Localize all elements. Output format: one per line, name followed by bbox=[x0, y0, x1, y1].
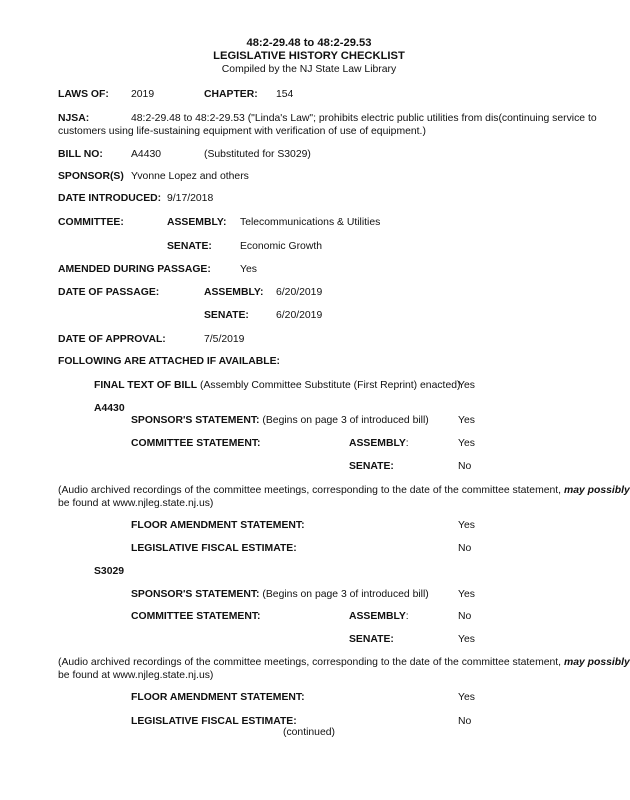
s3029-committee-label: COMMITTEE STATEMENT: bbox=[131, 611, 261, 622]
date-introduced-label: DATE INTRODUCED: bbox=[58, 193, 162, 204]
passage-senate-value: 6/20/2019 bbox=[276, 310, 323, 321]
continued-note: (continued) bbox=[283, 727, 335, 738]
a4430-audio-line-2: be found at www.njleg.state.nj.us) bbox=[58, 498, 214, 509]
a4430-assembly-colon: : bbox=[405, 438, 409, 449]
following-heading: FOLLOWING ARE ATTACHED IF AVAILABLE: bbox=[58, 356, 281, 367]
s3029-floor-label: FLOOR AMENDMENT STATEMENT: bbox=[131, 692, 305, 703]
a4430-floor-value: Yes bbox=[458, 520, 475, 531]
s3029-assembly-colon: : bbox=[405, 611, 409, 622]
a4430-senate-value: No bbox=[458, 461, 472, 472]
chapter-value: 154 bbox=[276, 89, 294, 100]
s3029-sponsor-label: SPONSOR'S STATEMENT: bbox=[131, 589, 260, 600]
a4430-committee-label: COMMITTEE STATEMENT: bbox=[131, 438, 261, 449]
s3029-assembly-row bbox=[349, 610, 409, 623]
njsa-label: NJSA: bbox=[58, 113, 90, 124]
s3029-audio-line-2: be found at www.njleg.state.nj.us) bbox=[58, 670, 214, 681]
bill-no-note: (Substituted for S3029) bbox=[204, 149, 311, 160]
s3029-sponsor-row bbox=[131, 588, 429, 601]
a4430-sponsor-row bbox=[131, 414, 429, 427]
document-title: 48:2-29.48 to 48:2-29.53 bbox=[246, 37, 372, 49]
date-of-approval-value: 7/5/2019 bbox=[204, 334, 245, 345]
s3029-assembly-value: No bbox=[458, 611, 472, 622]
a4430-fiscal-value: No bbox=[458, 543, 472, 554]
committee-assembly-value: Telecommunications & Utilities bbox=[240, 217, 381, 228]
committee-senate-value: Economic Growth bbox=[240, 241, 322, 252]
s3029-senate-value: Yes bbox=[458, 634, 475, 645]
bill-no-label: BILL NO: bbox=[58, 149, 103, 160]
laws-of-value: 2019 bbox=[131, 89, 155, 100]
s3029-fiscal-label: LEGISLATIVE FISCAL ESTIMATE: bbox=[131, 716, 297, 727]
s3029-fiscal-value: No bbox=[458, 716, 472, 727]
amended-value: Yes bbox=[240, 264, 257, 275]
s3029-heading: S3029 bbox=[94, 566, 125, 577]
a4430-heading: A4430 bbox=[94, 403, 125, 414]
s3029-audio-emphasis: may possibly bbox=[563, 657, 630, 668]
bill-no-value: A4430 bbox=[131, 149, 162, 160]
compiled-by: Compiled by the NJ State Law Library bbox=[221, 64, 397, 75]
a4430-fiscal-label: LEGISLATIVE FISCAL ESTIMATE: bbox=[131, 543, 297, 554]
a4430-assembly-value: Yes bbox=[458, 438, 475, 449]
committee-assembly-label: ASSEMBLY: bbox=[167, 217, 227, 228]
s3029-audio-line-1 bbox=[58, 656, 630, 669]
a4430-assembly-label: ASSEMBLY bbox=[349, 438, 406, 449]
a4430-sponsor-value: Yes bbox=[458, 415, 475, 426]
sponsors-label: SPONSOR(S) bbox=[58, 171, 124, 182]
s3029-senate-label: SENATE: bbox=[349, 634, 394, 645]
final-text-value: Yes bbox=[458, 380, 475, 391]
date-introduced-value: 9/17/2018 bbox=[167, 193, 214, 204]
final-text-row bbox=[94, 379, 460, 392]
date-of-passage-label: DATE OF PASSAGE: bbox=[58, 287, 160, 298]
chapter-label: CHAPTER: bbox=[204, 89, 258, 100]
document-subtitle: LEGISLATIVE HISTORY CHECKLIST bbox=[213, 50, 405, 62]
a4430-audio-text: (Audio archived recordings of the committee meetings, corresponding to the date of the committee statement, bbox=[58, 485, 562, 496]
a4430-audio-line-1 bbox=[58, 484, 630, 497]
a4430-senate-label: SENATE: bbox=[349, 461, 394, 472]
amended-label: AMENDED DURING PASSAGE: bbox=[58, 264, 211, 275]
s3029-audio-text: (Audio archived recordings of the committee meetings, corresponding to the date of the committee statement, bbox=[58, 657, 562, 668]
s3029-floor-value: Yes bbox=[458, 692, 475, 703]
committee-label: COMMITTEE: bbox=[58, 217, 124, 228]
laws-of-label: LAWS OF: bbox=[58, 89, 109, 100]
a4430-assembly-row bbox=[349, 437, 409, 450]
final-text-note: (Assembly Committee Substitute (First Reprint) enacted) bbox=[200, 380, 461, 391]
sponsors-value: Yvonne Lopez and others bbox=[131, 171, 249, 182]
date-of-approval-label: DATE OF APPROVAL: bbox=[58, 334, 166, 345]
s3029-sponsor-note: (Begins on page 3 of introduced bill) bbox=[262, 589, 429, 600]
final-text-label: FINAL TEXT OF BILL bbox=[94, 380, 198, 391]
njsa-line-2: customers using life-sustaining equipment with verification of use of equipment.) bbox=[58, 126, 426, 137]
a4430-sponsor-note: (Begins on page 3 of introduced bill) bbox=[262, 415, 429, 426]
a4430-floor-label: FLOOR AMENDMENT STATEMENT: bbox=[131, 520, 305, 531]
s3029-assembly-label: ASSEMBLY bbox=[349, 611, 406, 622]
a4430-sponsor-label: SPONSOR'S STATEMENT: bbox=[131, 415, 260, 426]
passage-assembly-value: 6/20/2019 bbox=[276, 287, 323, 298]
a4430-audio-emphasis: may possibly bbox=[563, 485, 630, 496]
s3029-sponsor-value: Yes bbox=[458, 589, 475, 600]
passage-senate-label: SENATE: bbox=[204, 310, 249, 321]
njsa-line-1: 48:2-29.48 to 48:2-29.53 ("Linda's Law"; prohibits electric public utilities from dis(continuing service to bbox=[131, 113, 597, 124]
committee-senate-label: SENATE: bbox=[167, 241, 212, 252]
passage-assembly-label: ASSEMBLY: bbox=[204, 287, 264, 298]
